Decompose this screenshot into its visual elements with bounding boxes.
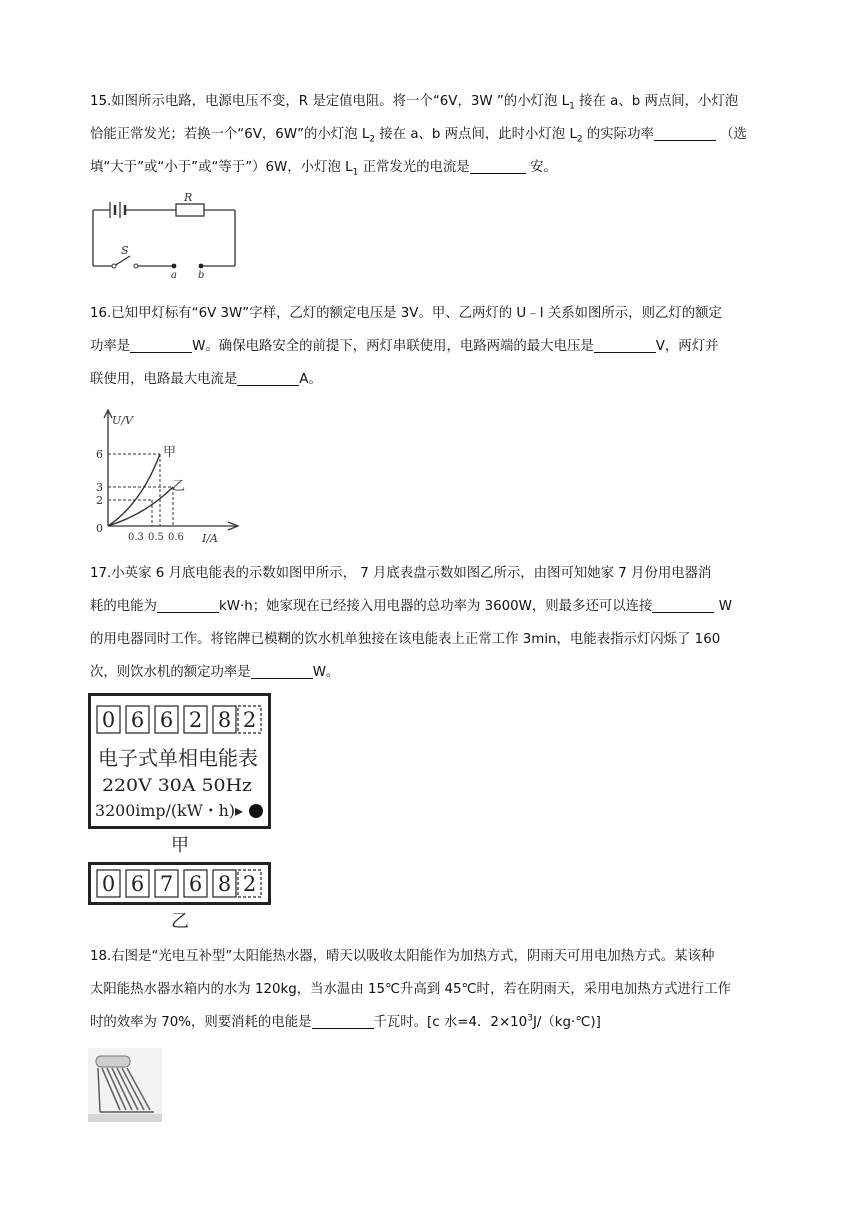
answer-blank[interactable] bbox=[237, 368, 299, 386]
series-label-yi: 乙 bbox=[172, 479, 186, 494]
meter-yi-caption: 乙 bbox=[171, 911, 189, 932]
y-tick-6: 6 bbox=[96, 448, 103, 461]
meter-yi-digit: 6 bbox=[130, 872, 145, 896]
q18-line-2: 太阳能热水器水箱内的水为 120kg，当水温由 15℃升高到 45℃时，若在阴雨天，采用电加热方式进行工作 bbox=[90, 982, 731, 997]
meter-jia-digit: 6 bbox=[130, 708, 145, 732]
y-tick-3: 3 bbox=[96, 481, 103, 494]
answer-blank[interactable] bbox=[594, 335, 656, 353]
q17-line-2: 耗的电能为 kW·h；她家现在已经接入用电器的总功率为 3600W，则最多还可以连接 W bbox=[90, 590, 778, 623]
q18-line-3: 时的效率为 70%，则要消耗的电能是 千瓦时。[c 水=4．$2\times 10^3J/(kg\cdot℃)$] bbox=[90, 1006, 778, 1039]
meter-jia-digit: 0 bbox=[101, 708, 116, 732]
meter-jia-imp: 3200imp/(kW・h)▸ bbox=[95, 801, 243, 820]
question-17 bbox=[90, 557, 778, 689]
resistor-label: R bbox=[184, 192, 193, 204]
meter-yi bbox=[90, 864, 270, 904]
question-18 bbox=[90, 940, 778, 1039]
q15-line-1: 15.如图所示电路，电源电压不变，R 是定值电阻。将一个“6V，3W ”的小灯泡 $L_1$ 接在 a、b 两点间，小灯泡 bbox=[90, 94, 739, 112]
meter-jia-spec: 220V 30A 50Hz bbox=[102, 776, 253, 796]
question-16 bbox=[90, 297, 778, 396]
q16-ui-graph bbox=[86, 404, 258, 546]
q17-line-1: 17.小英家 6 月底电能表的示数如图甲所示， 7 月底表盘示数如图乙所示，由图可知她家 7 月份用电器消 bbox=[90, 566, 712, 581]
meter-jia-digit: 6 bbox=[159, 708, 174, 732]
y-axis-label: U/V bbox=[112, 414, 133, 427]
meter-jia-caption: 甲 bbox=[171, 835, 189, 856]
origin-label: 0 bbox=[96, 522, 103, 535]
q16-line-3: 联使用，电路最大电流是 A。 bbox=[90, 363, 778, 396]
answer-blank[interactable] bbox=[470, 156, 526, 174]
q16-line-1: 16.已知甲灯标有“6V 3W”字样，乙灯的额定电压是 3V。甲、乙两灯的 U﹣I 关系如图所示，则乙灯的额定 bbox=[90, 306, 722, 321]
meter-jia-title: 电子式单相电能表 bbox=[98, 746, 258, 770]
answer-blank[interactable] bbox=[251, 661, 313, 679]
series-label-jia: 甲 bbox=[163, 445, 177, 460]
indicator-light-icon bbox=[249, 804, 263, 818]
q17-line-4: 次，则饮水机的额定功率是 W。 bbox=[90, 656, 778, 689]
meter-jia-digit: 2 bbox=[188, 708, 203, 732]
meter-jia bbox=[90, 695, 270, 828]
q17-energy-meters bbox=[88, 693, 274, 933]
answer-blank[interactable] bbox=[312, 1011, 374, 1029]
x-axis-label: I/A bbox=[202, 532, 218, 545]
q18-line-1: 18.右图是“光电互补型”太阳能热水器，晴天以吸收太阳能作为加热方式，阴雨天可用电加热方式。某该种 bbox=[90, 949, 715, 964]
question-15 bbox=[90, 85, 778, 184]
q16-line-2: 功率是 W。确保电路安全的前提下，两灯串联使用，电路两端的最大电压是 V，两灯并 bbox=[90, 330, 778, 363]
solar-water-heater-image bbox=[88, 1048, 162, 1122]
meter-jia-decimal: 2 bbox=[242, 708, 257, 732]
meter-yi-digit: 7 bbox=[159, 872, 174, 896]
meter-yi-digit: 0 bbox=[101, 872, 116, 896]
q15-line-2: 恰能正常发光；若换一个“6V，6W”的小灯泡 $L_2$ 接在 a、b 两点间，此时小灯泡 $L_2$ 的实际功率 （选 bbox=[90, 118, 778, 151]
answer-blank[interactable] bbox=[654, 123, 716, 141]
answer-blank[interactable] bbox=[652, 595, 714, 613]
x-tick-0.5: 0.5 bbox=[148, 532, 164, 543]
meter-yi-digit: 6 bbox=[188, 872, 203, 896]
q15-line-3: 填“大于”或“小于”或“等于”）6W，小灯泡 $L_1$ 正常发光的电流是 安。 bbox=[90, 151, 778, 184]
y-tick-2: 2 bbox=[96, 494, 103, 507]
q17-line-3: 的用电器同时工作。将铭牌已模糊的饮水机单独接在该电能表上正常工作 3min，电能表指示灯闪烁了 160 bbox=[90, 632, 721, 647]
point-b-label: b bbox=[198, 270, 205, 280]
answer-blank[interactable] bbox=[157, 595, 219, 613]
meter-yi-digit: 8 bbox=[217, 872, 232, 896]
meter-yi-decimal: 2 bbox=[242, 872, 257, 896]
x-tick-0.6: 0.6 bbox=[168, 532, 184, 543]
q15-circuit-diagram bbox=[88, 192, 243, 280]
x-tick-0.3: 0.3 bbox=[128, 532, 144, 543]
meter-jia-digit: 8 bbox=[217, 708, 232, 732]
switch-label: S bbox=[121, 244, 129, 257]
point-a-label: a bbox=[171, 270, 177, 280]
answer-blank[interactable] bbox=[130, 335, 192, 353]
